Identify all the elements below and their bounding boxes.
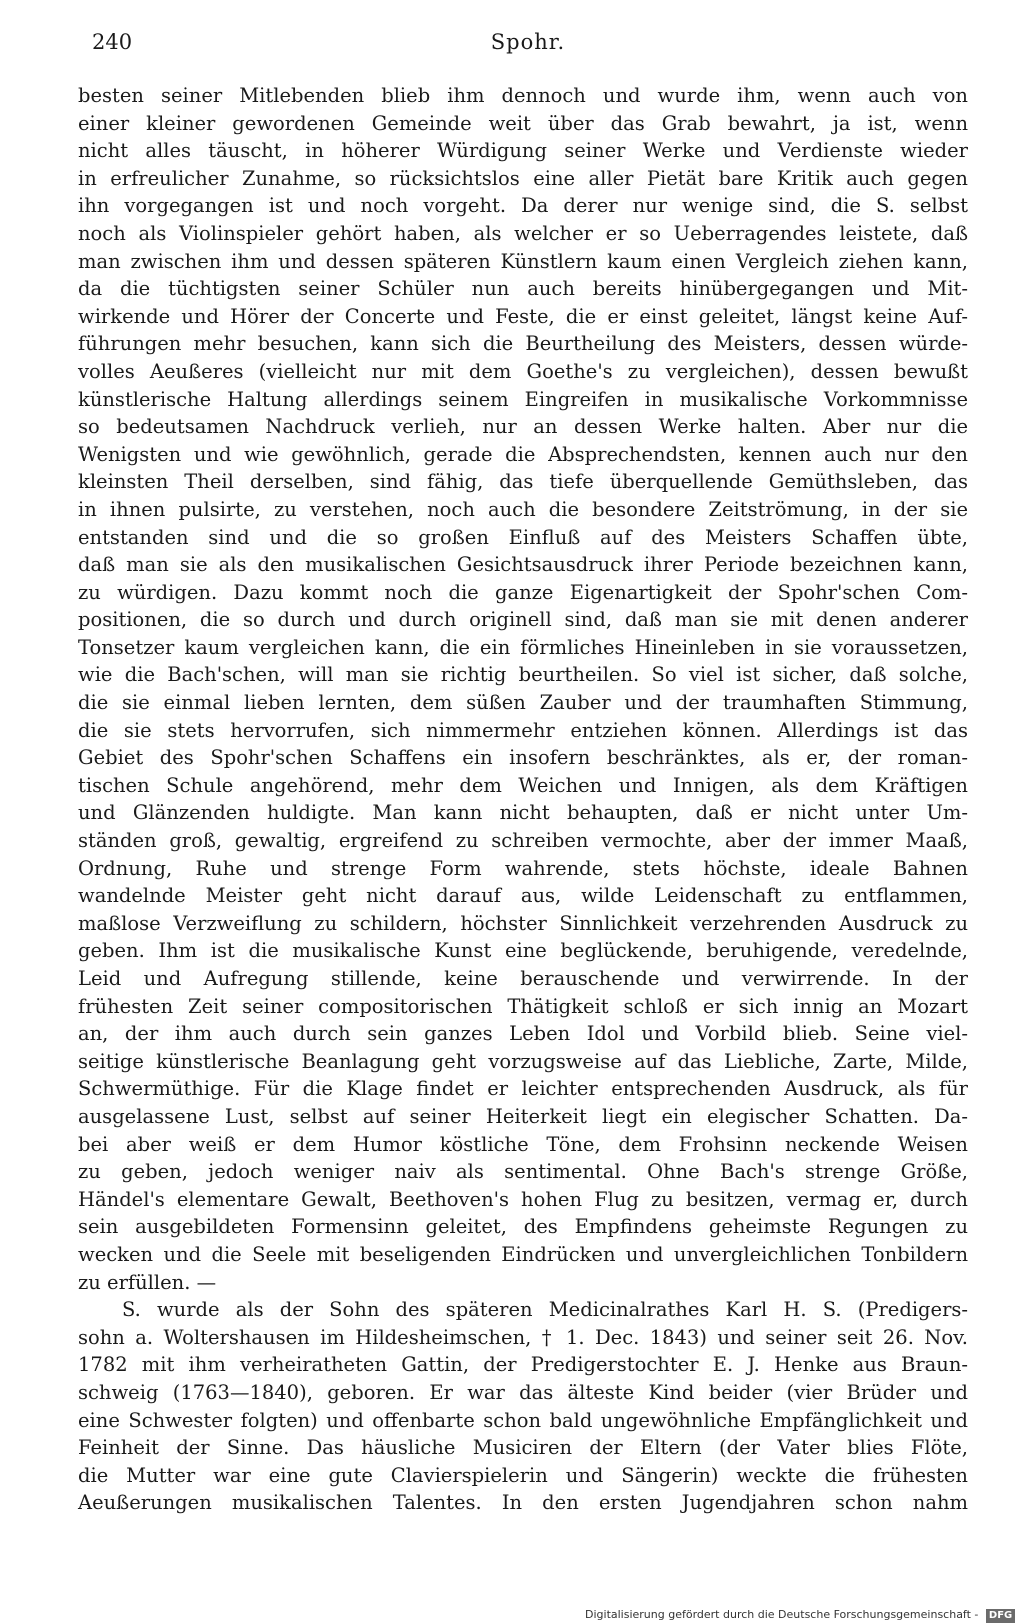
text-line: Leid und Aufregung stillende, keine berauschende und verwirrende. In der: [78, 967, 968, 990]
text-line: noch als Violinspieler gehört haben, als welcher er so Ueberragendes leistete, daß: [78, 221, 968, 245]
text-line: zu würdigen. Dazu kommt noch die ganze Eigenartigkeit der Spohr'schen Com-: [78, 580, 968, 604]
text-line: entstanden sind und die so großen Einfluß auf des Meisters Schaffen übte,: [78, 525, 968, 549]
text-line: sohn a. Woltershausen im Hildesheimschen, † 1. Dec. 1843) und seiner seit 26. Nov.: [78, 1325, 968, 1349]
credit-text: Digitalisierung gefördert durch die Deutsche Forschungsgemeinschaft -: [585, 1608, 979, 1621]
text-line: kleinsten Theil derselben, sind fähig, das tiefe überquellende Gemüthsleben, das: [78, 470, 968, 494]
text-line: ausgelassene Lust, selbst auf seiner Heiterkeit liegt ein elegischer Schatten. Da-: [78, 1104, 968, 1128]
text-line: die sie stets hervorrufen, sich nimmermehr entziehen können. Allerdings ist das: [78, 718, 968, 742]
text-line: Wenigsten und wie gewöhnlich, gerade die Absprechendsten, kennen auch nur den: [78, 442, 968, 466]
text-line: nicht alles täuscht, in höherer Würdigung seiner Werke und Verdienste wieder: [78, 139, 968, 163]
text-line: schweig (1763—1840), geboren. Er war das älteste Kind beider (vier Brüder und: [78, 1380, 968, 1404]
text-line: tischen Schule angehörend, mehr dem Weichen und Innigen, als dem Kräftigen: [78, 773, 968, 797]
text-line: eine Schwester folgten) und offenbarte schon bald ungewöhnliche Empfänglichkeit und: [78, 1408, 968, 1432]
text-line: wirkende und Hörer der Concerte und Feste, die er einst geleitet, längst keine Auf-: [78, 304, 968, 328]
text-line: zu erfüllen. —: [78, 1270, 217, 1294]
text-line: ihn vorgegangen ist und noch vorgeht. Da derer nur wenige sind, die S. selbst: [78, 194, 968, 218]
text-line: Aeußerungen musikalischen Talentes. In den ersten Jugendjahren schon nahm: [78, 1491, 968, 1515]
text-line: da die tüchtigsten seiner Schüler nun auch bereits hinübergegangen und Mit-: [78, 277, 968, 301]
text-line: positionen, die so durch und durch originell sind, daß man sie mit denen anderer: [78, 608, 968, 632]
text-line: in erfreulicher Zunahme, so rücksichtslos eine aller Pietät bare Kritik auch gegen: [78, 166, 968, 190]
text-line: Gebiet des Spohr'schen Schaffens ein insofern beschränktes, als er, der roman-: [78, 746, 968, 770]
text-line: zu geben, jedoch weniger naiv als sentimental. Ohne Bach's strenge Größe,: [78, 1160, 968, 1184]
text-line: führungen mehr besuchen, kann sich die Beurtheilung des Meisters, dessen würde-: [78, 332, 968, 356]
text-line: bei aber weiß er dem Humor köstliche Töne, dem Frohsinn neckende Weisen: [78, 1132, 968, 1156]
text-line: so bedeutsamen Nachdruck verlieh, nur an dessen Werke halten. Aber nur die: [78, 415, 968, 439]
text-line: ständen groß, gewaltig, ergreifend zu schreiben vermochte, aber der immer Maaß,: [78, 829, 968, 853]
paragraph: [78, 1296, 968, 1517]
text-line: Feinheit der Sinne. Das häusliche Musiciren der Eltern (der Vater blies Flöte,: [78, 1436, 968, 1460]
text-line: man zwischen ihm und dessen späteren Künstlern kaum einen Vergleich ziehen kann,: [78, 249, 968, 273]
text-line: einer kleiner gewordenen Gemeinde weit über das Grab bewahrt, ja ist, wenn: [78, 111, 968, 135]
text-line: Tonsetzer kaum vergleichen kann, die ein förmliches Hineinleben in sie voraussetzen,: [78, 635, 968, 659]
dfg-logo: DFG: [986, 1609, 1015, 1623]
body-text: [78, 82, 968, 1517]
text-line: in ihnen pulsirte, zu verstehen, noch auch die besondere Zeitströmung, in der sie: [78, 497, 968, 521]
text-line: sein ausgebildeten Formensinn geleitet, des Empfindens geheimste Regungen zu: [78, 1215, 968, 1239]
text-line: die sie einmal lieben lernten, dem süßen Zauber und der traumhaften Stimmung,: [78, 691, 968, 715]
text-line: Händel's elementare Gewalt, Beethoven's hohen Flug zu besitzen, vermag er, durch: [78, 1187, 968, 1211]
text-line: geben. Ihm ist die musikalische Kunst eine beglückende, beruhigende, veredelnde,: [78, 939, 968, 963]
text-line: frühesten Zeit seiner compositorischen Thätigkeit schloß er sich innig an Mozart: [78, 994, 968, 1018]
running-head: Spohr.: [490, 30, 566, 54]
text-line: und Glänzenden huldigte. Man kann nicht behaupten, daß er nicht unter Um-: [78, 801, 968, 825]
text-line: wie die Bach'schen, will man sie richtig beurtheilen. So viel ist sicher, daß solche,: [78, 663, 968, 687]
text-line: daß man sie als den musikalischen Gesichtsausdruck ihrer Periode bezeichnen kann,: [78, 553, 968, 577]
digitization-credit: [585, 1606, 1013, 1624]
text-line: künstlerische Haltung allerdings seinem Eingreifen in musikalische Vorkommnisse: [78, 387, 968, 411]
text-line: an, der ihm auch durch sein ganzes Leben Idol und Vorbild blieb. Seine viel-: [78, 1022, 968, 1046]
text-line: 1782 mit ihm verheiratheten Gattin, der Predigerstochter E. J. Henke aus Braun-: [78, 1353, 968, 1377]
text-line: wecken und die Seele mit beseligenden Eindrücken und unvergleichlichen Tonbildern: [78, 1242, 968, 1266]
text-line: Schwermüthige. Für die Klage findet er leichter entsprechenden Ausdruck, als für: [78, 1077, 968, 1101]
text-line: seitige künstlerische Beanlagung geht vorzugsweise auf das Liebliche, Zarte, Milde,: [78, 1049, 968, 1073]
text-line: volles Aeußeres (vielleicht nur mit dem Goethe's zu vergleichen), dessen bewußt: [78, 359, 968, 383]
text-line: wandelnde Meister geht nicht darauf aus, wilde Leidenschaft zu entflammen,: [78, 884, 968, 908]
page-number: 240: [92, 30, 133, 54]
paragraph: [78, 82, 968, 1296]
page-header: [88, 30, 968, 60]
text-line: die Mutter war eine gute Clavierspielerin und Sängerin) weckte die frühesten: [78, 1463, 968, 1487]
text-line: S. wurde als der Sohn des späteren Medicinalrathes Karl H. S. (Predigers-: [122, 1298, 968, 1322]
text-line: maßlose Verzweiflung zu schildern, höchster Sinnlichkeit verzehrenden Ausdruck zu: [78, 911, 968, 935]
text-line: besten seiner Mitlebenden blieb ihm dennoch und wurde ihm, wenn auch von: [78, 84, 968, 107]
text-line: Ordnung, Ruhe und strenge Form wahrende, stets höchste, ideale Bahnen: [78, 856, 968, 880]
